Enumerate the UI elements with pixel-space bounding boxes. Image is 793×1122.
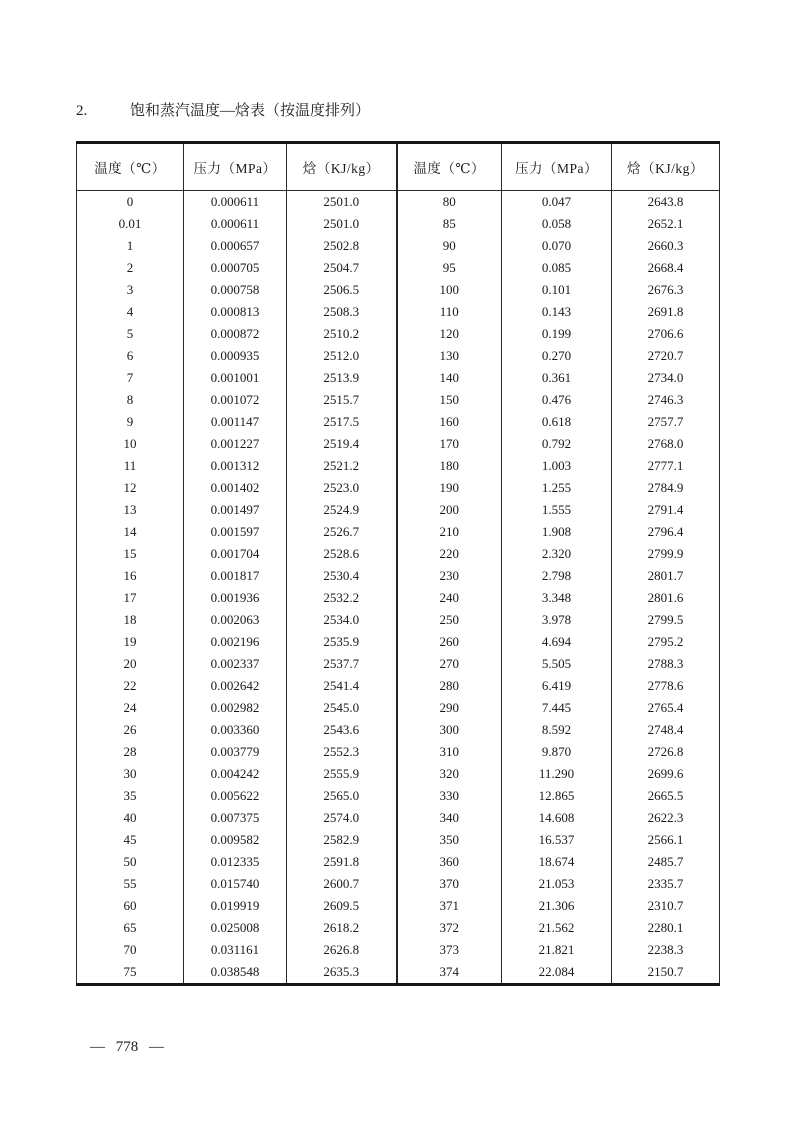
pressure-cell: 0.047 bbox=[502, 191, 612, 214]
page-number: — 778 — bbox=[90, 1039, 164, 1055]
table-row bbox=[77, 807, 720, 829]
enthalpy-cell: 2778.6 bbox=[612, 675, 720, 697]
enthalpy-cell: 2543.6 bbox=[287, 719, 397, 741]
pressure-cell: 21.053 bbox=[502, 873, 612, 895]
table-row bbox=[77, 697, 720, 719]
enthalpy-cell: 2280.1 bbox=[612, 917, 720, 939]
enthalpy-cell: 2508.3 bbox=[287, 301, 397, 323]
pressure-cell: 3.348 bbox=[502, 587, 612, 609]
temperature-cell: 8 bbox=[77, 389, 184, 411]
pressure-cell: 0.001227 bbox=[184, 433, 287, 455]
temperature-cell: 75 bbox=[77, 961, 184, 985]
table-row bbox=[77, 851, 720, 873]
temperature-cell: 85 bbox=[397, 213, 502, 235]
pressure-cell: 0.002982 bbox=[184, 697, 287, 719]
table-row bbox=[77, 499, 720, 521]
enthalpy-cell: 2768.0 bbox=[612, 433, 720, 455]
pressure-cell: 4.694 bbox=[502, 631, 612, 653]
temperature-cell: 240 bbox=[397, 587, 502, 609]
pressure-cell: 0.007375 bbox=[184, 807, 287, 829]
saturated-steam-table bbox=[76, 141, 720, 986]
enthalpy-cell: 2726.8 bbox=[612, 741, 720, 763]
pressure-cell: 1.003 bbox=[502, 455, 612, 477]
pressure-cell: 0.001312 bbox=[184, 455, 287, 477]
enthalpy-cell: 2720.7 bbox=[612, 345, 720, 367]
pressure-cell: 0.001597 bbox=[184, 521, 287, 543]
pressure-cell: 0.792 bbox=[502, 433, 612, 455]
pressure-cell: 0.025008 bbox=[184, 917, 287, 939]
pressure-cell: 0.003360 bbox=[184, 719, 287, 741]
enthalpy-cell: 2676.3 bbox=[612, 279, 720, 301]
temperature-cell: 70 bbox=[77, 939, 184, 961]
pressure-cell: 0.031161 bbox=[184, 939, 287, 961]
enthalpy-cell: 2521.2 bbox=[287, 455, 397, 477]
enthalpy-cell: 2799.9 bbox=[612, 543, 720, 565]
pressure-cell: 0.001936 bbox=[184, 587, 287, 609]
temperature-cell: 4 bbox=[77, 301, 184, 323]
temperature-cell: 330 bbox=[397, 785, 502, 807]
enthalpy-cell: 2523.0 bbox=[287, 477, 397, 499]
pressure-cell: 0.361 bbox=[502, 367, 612, 389]
table-row bbox=[77, 191, 720, 214]
pressure-cell: 1.255 bbox=[502, 477, 612, 499]
table-row bbox=[77, 873, 720, 895]
temperature-cell: 360 bbox=[397, 851, 502, 873]
table-row bbox=[77, 301, 720, 323]
pressure-cell: 22.084 bbox=[502, 961, 612, 985]
pressure-cell: 21.821 bbox=[502, 939, 612, 961]
temperature-cell: 370 bbox=[397, 873, 502, 895]
table-row bbox=[77, 477, 720, 499]
enthalpy-cell: 2609.5 bbox=[287, 895, 397, 917]
pressure-cell: 0.000611 bbox=[184, 213, 287, 235]
pressure-cell: 0.000705 bbox=[184, 257, 287, 279]
enthalpy-cell: 2501.0 bbox=[287, 213, 397, 235]
enthalpy-cell: 2515.7 bbox=[287, 389, 397, 411]
temperature-cell: 260 bbox=[397, 631, 502, 653]
pressure-cell: 5.505 bbox=[502, 653, 612, 675]
temperature-cell: 320 bbox=[397, 763, 502, 785]
temperature-cell: 40 bbox=[77, 807, 184, 829]
pressure-cell: 2.798 bbox=[502, 565, 612, 587]
temperature-cell: 300 bbox=[397, 719, 502, 741]
temperature-cell: 6 bbox=[77, 345, 184, 367]
pressure-cell: 0.038548 bbox=[184, 961, 287, 985]
enthalpy-cell: 2691.8 bbox=[612, 301, 720, 323]
enthalpy-cell: 2504.7 bbox=[287, 257, 397, 279]
enthalpy-cell: 2618.2 bbox=[287, 917, 397, 939]
enthalpy-cell: 2501.0 bbox=[287, 191, 397, 214]
enthalpy-cell: 2502.8 bbox=[287, 235, 397, 257]
enthalpy-cell: 2566.1 bbox=[612, 829, 720, 851]
pressure-cell: 3.978 bbox=[502, 609, 612, 631]
temperature-cell: 90 bbox=[397, 235, 502, 257]
temperature-cell: 15 bbox=[77, 543, 184, 565]
temperature-cell: 17 bbox=[77, 587, 184, 609]
temperature-cell: 190 bbox=[397, 477, 502, 499]
table-row bbox=[77, 763, 720, 785]
enthalpy-cell: 2791.4 bbox=[612, 499, 720, 521]
temperature-cell: 18 bbox=[77, 609, 184, 631]
temperature-cell: 28 bbox=[77, 741, 184, 763]
enthalpy-cell: 2635.3 bbox=[287, 961, 397, 985]
pressure-cell: 0.000872 bbox=[184, 323, 287, 345]
temperature-cell: 80 bbox=[397, 191, 502, 214]
temperature-cell: 45 bbox=[77, 829, 184, 851]
pressure-cell: 21.562 bbox=[502, 917, 612, 939]
enthalpy-cell: 2485.7 bbox=[612, 851, 720, 873]
enthalpy-cell: 2660.3 bbox=[612, 235, 720, 257]
temperature-cell: 100 bbox=[397, 279, 502, 301]
pressure-cell: 0.003779 bbox=[184, 741, 287, 763]
enthalpy-cell: 2801.7 bbox=[612, 565, 720, 587]
temperature-cell: 160 bbox=[397, 411, 502, 433]
pressure-cell: 11.290 bbox=[502, 763, 612, 785]
pressure-cell: 0.001704 bbox=[184, 543, 287, 565]
temperature-cell: 350 bbox=[397, 829, 502, 851]
temperature-cell: 310 bbox=[397, 741, 502, 763]
enthalpy-cell: 2555.9 bbox=[287, 763, 397, 785]
table-row bbox=[77, 411, 720, 433]
temperature-cell: 20 bbox=[77, 653, 184, 675]
table-row bbox=[77, 631, 720, 653]
pressure-cell: 12.865 bbox=[502, 785, 612, 807]
enthalpy-cell: 2528.6 bbox=[287, 543, 397, 565]
temperature-cell: 50 bbox=[77, 851, 184, 873]
pressure-cell: 0.070 bbox=[502, 235, 612, 257]
enthalpy-cell: 2534.0 bbox=[287, 609, 397, 631]
table-row bbox=[77, 367, 720, 389]
col-header-enthalpy-left: 焓（KJ/kg） bbox=[287, 143, 397, 191]
pressure-cell: 0.000758 bbox=[184, 279, 287, 301]
temperature-cell: 55 bbox=[77, 873, 184, 895]
enthalpy-cell: 2765.4 bbox=[612, 697, 720, 719]
pressure-cell: 14.608 bbox=[502, 807, 612, 829]
table-row bbox=[77, 675, 720, 697]
enthalpy-cell: 2150.7 bbox=[612, 961, 720, 985]
pressure-cell: 0.000813 bbox=[184, 301, 287, 323]
temperature-cell: 290 bbox=[397, 697, 502, 719]
table-row bbox=[77, 389, 720, 411]
enthalpy-cell: 2643.8 bbox=[612, 191, 720, 214]
temperature-cell: 372 bbox=[397, 917, 502, 939]
temperature-cell: 280 bbox=[397, 675, 502, 697]
enthalpy-cell: 2519.4 bbox=[287, 433, 397, 455]
pressure-cell: 0.002063 bbox=[184, 609, 287, 631]
enthalpy-cell: 2699.6 bbox=[612, 763, 720, 785]
enthalpy-cell: 2532.2 bbox=[287, 587, 397, 609]
enthalpy-cell: 2537.7 bbox=[287, 653, 397, 675]
temperature-cell: 5 bbox=[77, 323, 184, 345]
enthalpy-cell: 2541.4 bbox=[287, 675, 397, 697]
header-row bbox=[77, 143, 720, 191]
temperature-cell: 1 bbox=[77, 235, 184, 257]
pressure-cell: 0.058 bbox=[502, 213, 612, 235]
pressure-cell: 0.199 bbox=[502, 323, 612, 345]
temperature-cell: 30 bbox=[77, 763, 184, 785]
enthalpy-cell: 2335.7 bbox=[612, 873, 720, 895]
temperature-cell: 340 bbox=[397, 807, 502, 829]
temperature-cell: 140 bbox=[397, 367, 502, 389]
temperature-cell: 150 bbox=[397, 389, 502, 411]
pressure-cell: 2.320 bbox=[502, 543, 612, 565]
pressure-cell: 0.012335 bbox=[184, 851, 287, 873]
pressure-cell: 0.001001 bbox=[184, 367, 287, 389]
pressure-cell: 0.000657 bbox=[184, 235, 287, 257]
pressure-cell: 0.270 bbox=[502, 345, 612, 367]
enthalpy-cell: 2545.0 bbox=[287, 697, 397, 719]
temperature-cell: 60 bbox=[77, 895, 184, 917]
pressure-cell: 0.015740 bbox=[184, 873, 287, 895]
temperature-cell: 11 bbox=[77, 455, 184, 477]
table-row bbox=[77, 565, 720, 587]
temperature-cell: 16 bbox=[77, 565, 184, 587]
enthalpy-cell: 2626.8 bbox=[287, 939, 397, 961]
temperature-cell: 373 bbox=[397, 939, 502, 961]
temperature-cell: 22 bbox=[77, 675, 184, 697]
temperature-cell: 120 bbox=[397, 323, 502, 345]
table-row bbox=[77, 939, 720, 961]
temperature-cell: 130 bbox=[397, 345, 502, 367]
temperature-cell: 220 bbox=[397, 543, 502, 565]
pressure-cell: 0.019919 bbox=[184, 895, 287, 917]
pressure-cell: 0.618 bbox=[502, 411, 612, 433]
enthalpy-cell: 2784.9 bbox=[612, 477, 720, 499]
pressure-cell: 16.537 bbox=[502, 829, 612, 851]
temperature-cell: 110 bbox=[397, 301, 502, 323]
enthalpy-cell: 2591.8 bbox=[287, 851, 397, 873]
temperature-cell: 19 bbox=[77, 631, 184, 653]
enthalpy-cell: 2574.0 bbox=[287, 807, 397, 829]
enthalpy-cell: 2801.6 bbox=[612, 587, 720, 609]
table-row bbox=[77, 433, 720, 455]
temperature-cell: 250 bbox=[397, 609, 502, 631]
pressure-cell: 0.002337 bbox=[184, 653, 287, 675]
col-header-temperature-right: 温度（℃） bbox=[397, 143, 502, 191]
temperature-cell: 2 bbox=[77, 257, 184, 279]
temperature-cell: 0.01 bbox=[77, 213, 184, 235]
table-row bbox=[77, 323, 720, 345]
enthalpy-cell: 2517.5 bbox=[287, 411, 397, 433]
table-row bbox=[77, 345, 720, 367]
enthalpy-cell: 2526.7 bbox=[287, 521, 397, 543]
table-row bbox=[77, 719, 720, 741]
enthalpy-cell: 2796.4 bbox=[612, 521, 720, 543]
pressure-cell: 18.674 bbox=[502, 851, 612, 873]
pressure-cell: 6.419 bbox=[502, 675, 612, 697]
section-title bbox=[76, 100, 370, 122]
pressure-cell: 0.001497 bbox=[184, 499, 287, 521]
col-header-temperature-left: 温度（℃） bbox=[77, 143, 184, 191]
pressure-cell: 0.009582 bbox=[184, 829, 287, 851]
enthalpy-cell: 2777.1 bbox=[612, 455, 720, 477]
table-row bbox=[77, 235, 720, 257]
pressure-cell: 7.445 bbox=[502, 697, 612, 719]
pressure-cell: 0.476 bbox=[502, 389, 612, 411]
enthalpy-cell: 2600.7 bbox=[287, 873, 397, 895]
enthalpy-cell: 2795.2 bbox=[612, 631, 720, 653]
enthalpy-cell: 2506.5 bbox=[287, 279, 397, 301]
temperature-cell: 0 bbox=[77, 191, 184, 214]
table-body bbox=[77, 191, 720, 985]
table-row bbox=[77, 653, 720, 675]
pressure-cell: 21.306 bbox=[502, 895, 612, 917]
temperature-cell: 3 bbox=[77, 279, 184, 301]
temperature-cell: 24 bbox=[77, 697, 184, 719]
enthalpy-cell: 2757.7 bbox=[612, 411, 720, 433]
pressure-cell: 0.101 bbox=[502, 279, 612, 301]
col-header-pressure-left: 压力（MPa） bbox=[184, 143, 287, 191]
enthalpy-cell: 2665.5 bbox=[612, 785, 720, 807]
table-row bbox=[77, 609, 720, 631]
temperature-cell: 7 bbox=[77, 367, 184, 389]
section-number: 2. bbox=[76, 103, 88, 119]
enthalpy-cell: 2706.6 bbox=[612, 323, 720, 345]
enthalpy-cell: 2565.0 bbox=[287, 785, 397, 807]
table-row bbox=[77, 455, 720, 477]
temperature-cell: 180 bbox=[397, 455, 502, 477]
enthalpy-cell: 2799.5 bbox=[612, 609, 720, 631]
temperature-cell: 35 bbox=[77, 785, 184, 807]
enthalpy-cell: 2582.9 bbox=[287, 829, 397, 851]
temperature-cell: 9 bbox=[77, 411, 184, 433]
col-header-pressure-right: 压力（MPa） bbox=[502, 143, 612, 191]
enthalpy-cell: 2788.3 bbox=[612, 653, 720, 675]
enthalpy-cell: 2530.4 bbox=[287, 565, 397, 587]
pressure-cell: 0.001147 bbox=[184, 411, 287, 433]
pressure-cell: 9.870 bbox=[502, 741, 612, 763]
pressure-cell: 1.555 bbox=[502, 499, 612, 521]
pressure-cell: 0.000611 bbox=[184, 191, 287, 214]
pressure-cell: 0.000935 bbox=[184, 345, 287, 367]
pressure-cell: 0.143 bbox=[502, 301, 612, 323]
table-row bbox=[77, 213, 720, 235]
temperature-cell: 200 bbox=[397, 499, 502, 521]
pressure-cell: 1.908 bbox=[502, 521, 612, 543]
enthalpy-cell: 2652.1 bbox=[612, 213, 720, 235]
temperature-cell: 10 bbox=[77, 433, 184, 455]
table-row bbox=[77, 917, 720, 939]
table-row bbox=[77, 543, 720, 565]
temperature-cell: 371 bbox=[397, 895, 502, 917]
enthalpy-cell: 2512.0 bbox=[287, 345, 397, 367]
pressure-cell: 0.085 bbox=[502, 257, 612, 279]
table-row bbox=[77, 829, 720, 851]
enthalpy-cell: 2668.4 bbox=[612, 257, 720, 279]
table-row bbox=[77, 279, 720, 301]
enthalpy-cell: 2524.9 bbox=[287, 499, 397, 521]
enthalpy-cell: 2552.3 bbox=[287, 741, 397, 763]
pressure-cell: 0.004242 bbox=[184, 763, 287, 785]
enthalpy-cell: 2622.3 bbox=[612, 807, 720, 829]
enthalpy-cell: 2535.9 bbox=[287, 631, 397, 653]
temperature-cell: 26 bbox=[77, 719, 184, 741]
temperature-cell: 374 bbox=[397, 961, 502, 985]
table-row bbox=[77, 961, 720, 985]
enthalpy-cell: 2510.2 bbox=[287, 323, 397, 345]
pressure-cell: 0.005622 bbox=[184, 785, 287, 807]
pressure-cell: 0.002642 bbox=[184, 675, 287, 697]
table-row bbox=[77, 521, 720, 543]
pressure-cell: 8.592 bbox=[502, 719, 612, 741]
temperature-cell: 170 bbox=[397, 433, 502, 455]
enthalpy-cell: 2746.3 bbox=[612, 389, 720, 411]
table-row bbox=[77, 785, 720, 807]
section-title-text: 饱和蒸汽温度—焓表（按温度排列） bbox=[130, 103, 371, 119]
enthalpy-cell: 2238.3 bbox=[612, 939, 720, 961]
temperature-cell: 95 bbox=[397, 257, 502, 279]
pressure-cell: 0.002196 bbox=[184, 631, 287, 653]
temperature-cell: 12 bbox=[77, 477, 184, 499]
enthalpy-cell: 2734.0 bbox=[612, 367, 720, 389]
table-row bbox=[77, 587, 720, 609]
enthalpy-cell: 2310.7 bbox=[612, 895, 720, 917]
temperature-cell: 13 bbox=[77, 499, 184, 521]
col-header-enthalpy-right: 焓（KJ/kg） bbox=[612, 143, 720, 191]
pressure-cell: 0.001402 bbox=[184, 477, 287, 499]
table-row bbox=[77, 895, 720, 917]
table-row bbox=[77, 741, 720, 763]
table-row bbox=[77, 257, 720, 279]
temperature-cell: 270 bbox=[397, 653, 502, 675]
pressure-cell: 0.001072 bbox=[184, 389, 287, 411]
pressure-cell: 0.001817 bbox=[184, 565, 287, 587]
temperature-cell: 230 bbox=[397, 565, 502, 587]
enthalpy-cell: 2513.9 bbox=[287, 367, 397, 389]
temperature-cell: 210 bbox=[397, 521, 502, 543]
enthalpy-cell: 2748.4 bbox=[612, 719, 720, 741]
temperature-cell: 14 bbox=[77, 521, 184, 543]
temperature-cell: 65 bbox=[77, 917, 184, 939]
